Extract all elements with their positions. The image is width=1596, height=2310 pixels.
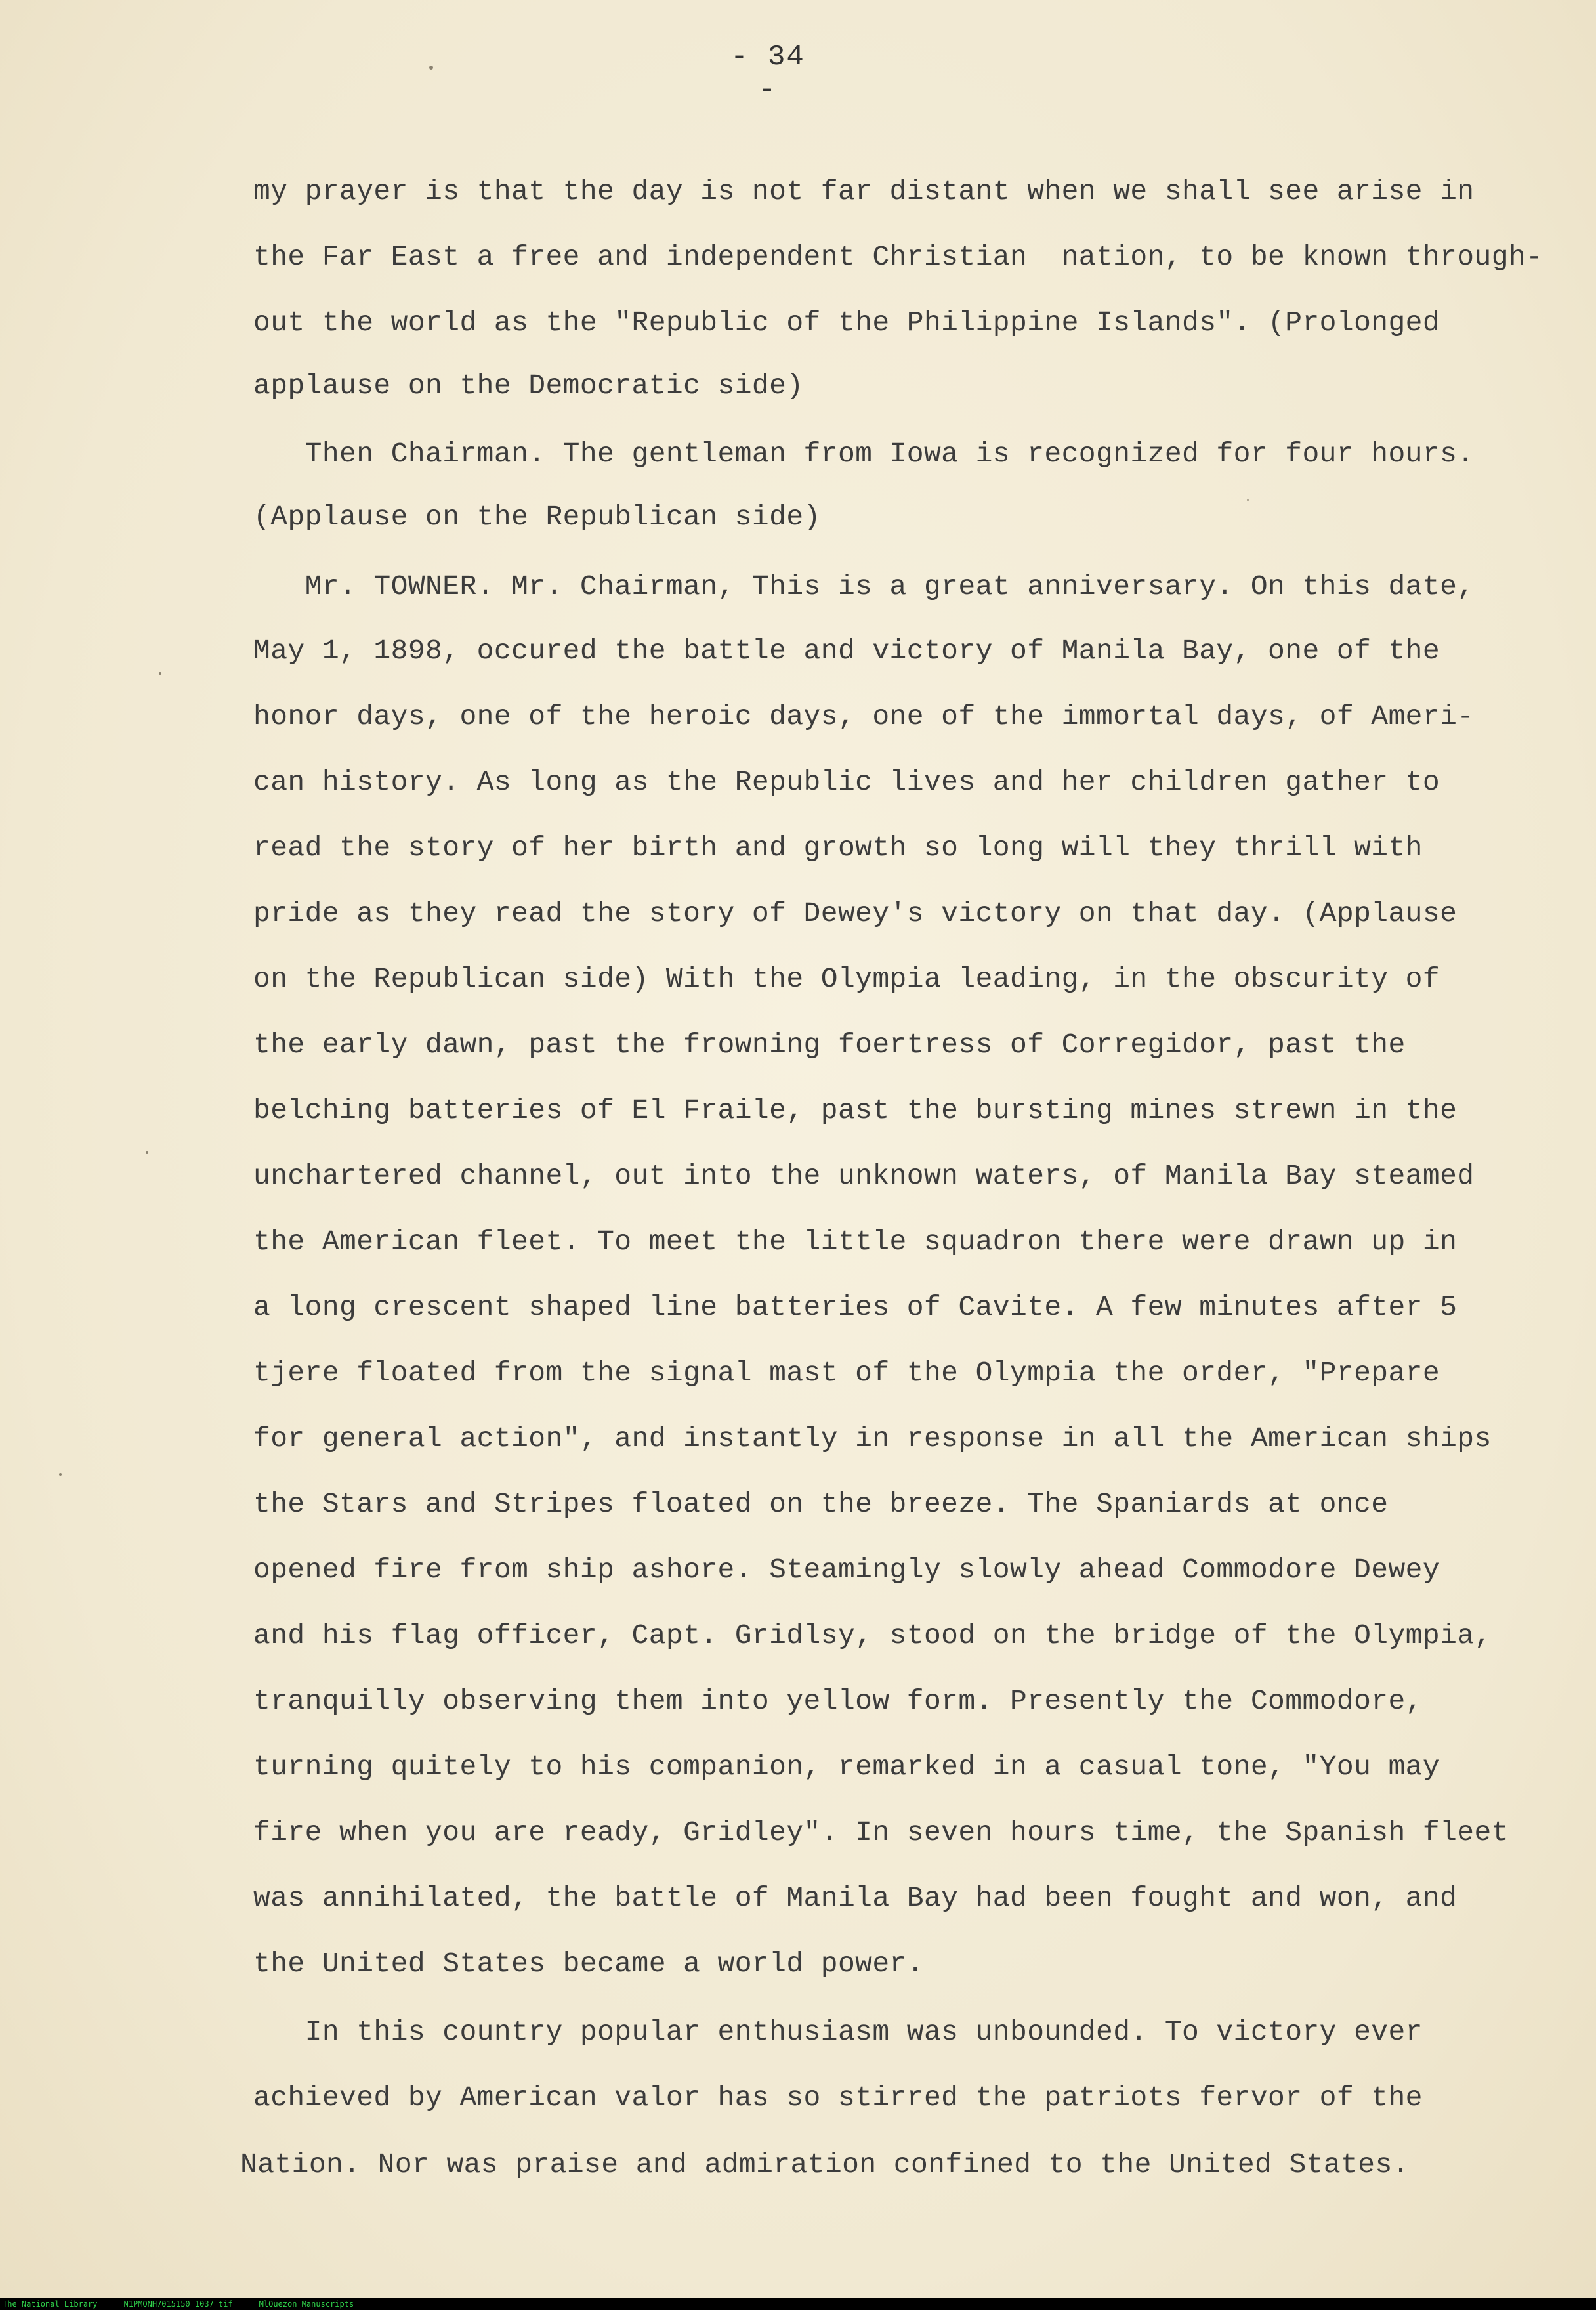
paper-speck — [146, 1151, 148, 1154]
text-line-4: applause on the Democratic side) — [253, 370, 804, 402]
text-line-27: was annihilated, the battle of Manila Bay had been fought and won, and — [253, 1882, 1458, 1914]
text-line-22: opened fire from ship ashore. Steamingly slowly ahead Commodore Dewey — [253, 1554, 1440, 1586]
paper-speck — [159, 672, 161, 675]
text-line-13: on the Republican side) With the Olympia leading, in the obscurity of — [253, 963, 1440, 995]
text-line-30: achieved by American valor has so stirred the patriots fervor of the — [253, 2082, 1423, 2114]
text-line-12: pride as they read the story of Dewey's victory on that day. (Applause — [253, 897, 1458, 930]
paper-speck — [1247, 499, 1249, 501]
text-line-18: a long crescent shaped line batteries of Cavite. A few minutes after 5 — [253, 1291, 1458, 1323]
text-line-29: In this country popular enthusiasm was unbounded. To victory ever — [253, 2016, 1423, 2048]
page-number: - 34 - — [730, 41, 805, 106]
text-line-16: unchartered channel, out into the unknown waters, of Manila Bay steamed — [253, 1160, 1475, 1192]
text-line-19: tjere floated from the signal mast of the Olympia the order, "Prepare — [253, 1357, 1440, 1389]
text-line-17: the American fleet. To meet the little squadron there were drawn up in — [253, 1226, 1458, 1258]
footer-file: N1PMQNH7015150 1037 tif — [123, 2299, 233, 2309]
footer-source: The National Library — [3, 2299, 98, 2309]
text-line-26: fire when you are ready, Gridley". In seven hours time, the Spanish fleet — [253, 1816, 1509, 1849]
text-line-8: May 1, 1898, occured the battle and victory of Manila Bay, one of the — [253, 635, 1440, 667]
footer-collection: MlQuezon Manuscripts — [259, 2299, 354, 2309]
text-line-10: can history. As long as the Republic lives and her children gather to — [253, 766, 1440, 798]
text-line-25: turning quitely to his companion, remarked in a casual tone, "You may — [253, 1751, 1440, 1783]
text-line-9: honor days, one of the heroic days, one of the immortal days, of Ameri- — [253, 700, 1475, 733]
paper-speck — [429, 66, 433, 70]
text-line-24: tranquilly observing them into yellow form. Presently the Commodore, — [253, 1685, 1423, 1717]
text-line-31: Nation. Nor was praise and admiration confined to the United States. — [240, 2149, 1410, 2181]
scan-footer — [0, 2298, 1596, 2310]
paper-speck — [59, 1473, 62, 1476]
text-line-11: read the story of her birth and growth so long will they thrill with — [253, 832, 1423, 864]
text-line-7: Mr. TOWNER. Mr. Chairman, This is a great anniversary. On this date, — [253, 570, 1475, 603]
text-line-28: the United States became a world power. — [253, 1948, 924, 1980]
text-line-6: (Applause on the Republican side) — [253, 501, 821, 533]
text-line-23: and his flag officer, Capt. Gridlsy, stood on the bridge of the Olympia, — [253, 1619, 1492, 1652]
text-line-21: the Stars and Stripes floated on the breeze. The Spaniards at once — [253, 1488, 1389, 1520]
text-line-20: for general action", and instantly in response in all the American ships — [253, 1422, 1492, 1455]
text-line-1: my prayer is that the day is not far distant when we shall see arise in — [253, 175, 1475, 207]
text-line-15: belching batteries of El Fraile, past the bursting mines strewn in the — [253, 1094, 1458, 1126]
text-line-2: the Far East a free and independent Christian nation, to be known through- — [253, 241, 1544, 273]
text-line-14: the early dawn, past the frowning foertress of Corregidor, past the — [253, 1029, 1406, 1061]
text-line-5: Then Chairman. The gentleman from Iowa is recognized for four hours. — [253, 438, 1475, 470]
text-line-3: out the world as the "Republic of the Philippine Islands". (Prolonged — [253, 307, 1440, 339]
